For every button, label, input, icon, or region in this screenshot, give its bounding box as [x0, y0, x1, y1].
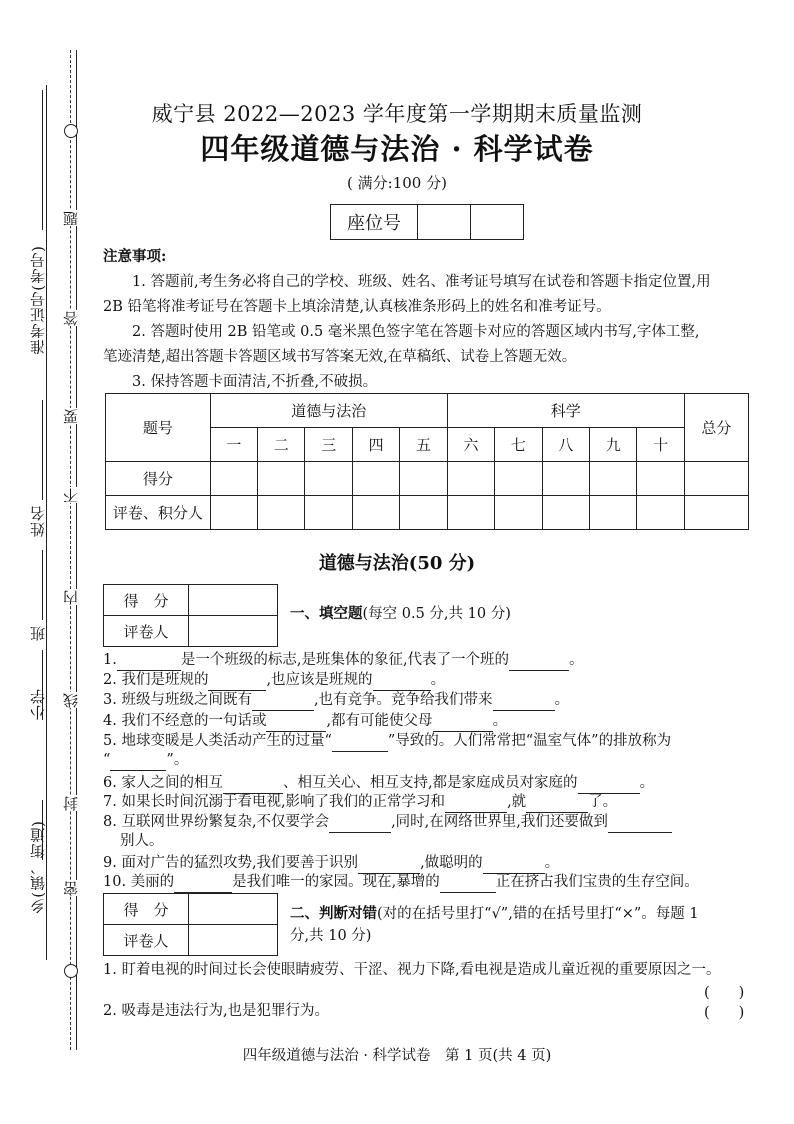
answer-blank[interactable]: [578, 773, 640, 794]
question-8: [103, 812, 753, 833]
answer-blank[interactable]: [373, 670, 431, 691]
grade-box-score-label: 得 分: [104, 585, 189, 616]
score-group-moral: 道德与法治: [210, 394, 447, 428]
part2-heading: [290, 903, 752, 947]
q-text: 。: [639, 775, 655, 791]
q-text: 。: [492, 713, 508, 729]
notes-item: 3. 保持答题卡面清洁,不折叠,不破损。: [132, 374, 378, 390]
score-cell[interactable]: [258, 462, 305, 496]
question-3: [103, 690, 753, 711]
q-text: ”。: [166, 752, 189, 768]
score-cell[interactable]: [447, 462, 494, 496]
question-6: [103, 773, 753, 794]
answer-blank[interactable]: [329, 812, 391, 833]
answer-blank[interactable]: [266, 711, 326, 732]
score-group-science: 科学: [447, 394, 684, 428]
grade-box-part2: [103, 893, 278, 956]
grade-box-part1: [103, 584, 278, 647]
grader-row-label: 评卷、积分人: [106, 496, 211, 530]
grade-box-score-cell[interactable]: [189, 894, 278, 925]
q-text: 2. 我们是班规的: [103, 672, 209, 688]
exam-title: 四年级道德与法治 · 科学试卷: [200, 132, 594, 166]
score-cell[interactable]: [495, 462, 542, 496]
tf-answer-paren-1[interactable]: ( ): [704, 985, 745, 1001]
tf-question-2: 2. 吸毒是违法行为,也是犯罪行为。: [103, 1003, 330, 1019]
notes-title: 注意事项:: [103, 248, 167, 265]
grade-box-grader-cell[interactable]: [189, 925, 278, 956]
score-total-header: 总分: [684, 394, 748, 462]
score-row-label: 得分: [106, 462, 211, 496]
q-text: 4. 我们不经意的一句话或: [103, 713, 267, 729]
question-number: 一: [210, 428, 257, 462]
grader-cell[interactable]: [258, 496, 305, 530]
seat-number-cell[interactable]: [418, 205, 471, 240]
score-cell[interactable]: [590, 462, 637, 496]
notes-item: 笔迹清楚,超出答题卡答题区域书写答案无效,在草稿纸、试卷上答题无效。: [103, 349, 577, 365]
q-text: 。: [554, 692, 570, 708]
school-label: 小学: [29, 688, 47, 720]
question-number: 八: [542, 428, 589, 462]
seal-char-7: 封: [62, 795, 80, 811]
grader-cell[interactable]: [637, 496, 684, 530]
question-2: [103, 670, 753, 691]
answer-blank[interactable]: [483, 853, 545, 874]
seat-number-label: 座位号: [331, 205, 418, 240]
q-text: 是一个班级的标志,是班集体的象征,代表了一个班的: [180, 652, 510, 668]
grader-cell[interactable]: [447, 496, 494, 530]
tf-answer-paren-2[interactable]: ( ): [704, 1005, 745, 1021]
question-number: 六: [447, 428, 494, 462]
answer-blank[interactable]: [493, 690, 555, 711]
grader-cell[interactable]: [495, 496, 542, 530]
q-text: ,都有可能使父母: [326, 713, 433, 729]
q-text: 正在挤占我们宝贵的生存空间。: [495, 874, 699, 890]
q-text: 了。: [588, 794, 618, 810]
name-label: 姓名: [29, 505, 47, 537]
notes-item: 1. 答题前,考生务必将自己的学校、班级、姓名、准考证号填写在试卷和答题卡指定位置,用: [132, 274, 711, 290]
question-9: [103, 853, 753, 874]
question-number: 二: [258, 428, 305, 462]
q-text: 9. 面对广告的猛烈攻势,我们要善于识别: [103, 855, 359, 871]
question-10: [103, 872, 753, 893]
q-text: 、相互关心、相互支持,都是家庭成员对家庭的: [282, 775, 578, 791]
score-cell[interactable]: [210, 462, 257, 496]
binding-hole-bottom: [64, 964, 78, 978]
q-text: 。: [569, 652, 584, 668]
q-text: 8. 互联网世界纷繁复杂,不仅要学会: [103, 814, 330, 830]
notes-item: 2. 答题时使用 2B 铅笔或 0.5 毫米黑色签字笔在答题卡对应的答题区域内书写,字体工整,: [132, 324, 700, 340]
q-text: 10. 美丽的: [103, 874, 175, 890]
seat-number-box: [330, 204, 524, 240]
q-text: ,也有竞争。竞争给我们带来: [313, 692, 493, 708]
score-cell[interactable]: [637, 462, 684, 496]
grade-box-grader-label: 评卷人: [104, 616, 189, 647]
seal-char-8: 密: [62, 880, 80, 896]
full-score: ( 满分:100 分): [347, 174, 447, 192]
answer-blank[interactable]: [358, 853, 420, 874]
part2-heading-detail: (对的在括号里打“√”,错的在括号里打“×”。每题 1: [377, 906, 699, 922]
seat-number-cell[interactable]: [471, 205, 524, 240]
grader-cell[interactable]: [542, 496, 589, 530]
seal-char-4: 不: [62, 487, 80, 503]
answer-blank[interactable]: [332, 731, 388, 752]
q-text: ”导致的。人们常常把“温室气体”的排放称为: [387, 733, 672, 749]
answer-blank[interactable]: [526, 792, 588, 813]
question-1: [103, 650, 753, 671]
question-5-cont: [103, 750, 753, 771]
score-cell[interactable]: [684, 462, 748, 496]
grader-cell[interactable]: [684, 496, 748, 530]
q-text: 6. 家人之间的相互: [103, 775, 223, 791]
grader-cell[interactable]: [400, 496, 447, 530]
q-text: 。: [430, 672, 446, 688]
seal-char-3: 要: [62, 408, 80, 424]
exam-subtitle: 威宁县 2022—2023 学年度第一学期期末质量监测: [151, 102, 643, 126]
answer-blank[interactable]: [252, 690, 314, 711]
grade-box-grader-cell[interactable]: [189, 616, 278, 647]
name-blank[interactable]: [42, 400, 43, 500]
question-7: [103, 792, 753, 813]
question-4: [103, 711, 753, 732]
score-cell[interactable]: [400, 462, 447, 496]
q-text: 7. 如果长时间沉溺于看电视,影响了我们的正常学习和: [103, 794, 446, 810]
answer-blank[interactable]: [110, 750, 166, 771]
score-cell[interactable]: [305, 462, 352, 496]
score-table-header: 题号: [106, 394, 211, 462]
answer-blank[interactable]: [440, 872, 496, 893]
part1-heading-title: 一、填空题: [290, 605, 363, 622]
page-footer: 四年级道德与法治 · 科学试卷 第 1 页(共 4 页): [242, 1048, 552, 1064]
part1-heading: [290, 603, 511, 625]
part1-heading-detail: (每空 0.5 分,共 10 分): [362, 606, 511, 622]
seal-char-1: 题: [62, 210, 80, 226]
score-cell[interactable]: [352, 462, 399, 496]
question-number: 四: [352, 428, 399, 462]
notes-section: [103, 246, 751, 393]
score-cell[interactable]: [542, 462, 589, 496]
answer-blank[interactable]: [433, 711, 493, 732]
answer-blank[interactable]: [608, 812, 672, 833]
answer-blank[interactable]: [117, 650, 181, 671]
grade-box-score-label: 得 分: [104, 894, 189, 925]
q-text: 5. 地球变暖是人类活动产生的过量“: [103, 733, 332, 749]
q-text: ,同时,在网络世界里,我们还要做到: [391, 814, 608, 830]
seal-char-5: 内: [62, 589, 80, 605]
answer-blank[interactable]: [509, 650, 569, 671]
q-text: “: [103, 752, 111, 768]
grader-cell[interactable]: [305, 496, 352, 530]
tf-question-1: 1. 盯着电视的时间过长会使眼睛疲劳、干涩、视力下降,看电视是造成儿童近视的重要原因之一。: [103, 962, 721, 978]
question-8-cont: [120, 831, 770, 851]
seal-char-6: 线: [62, 692, 80, 708]
q-text: ,也应该是班规的: [266, 672, 373, 688]
grader-cell[interactable]: [352, 496, 399, 530]
exam-number-label: 准考证号(考号): [29, 245, 47, 355]
answer-blank[interactable]: [208, 670, 266, 691]
grade-box-score-cell[interactable]: [189, 585, 278, 616]
q-text: 。: [544, 855, 560, 871]
seal-char-2: 答: [62, 310, 80, 326]
q-text: 是我们唯一的家园。现在,暴增的: [232, 874, 440, 890]
question-5: [103, 731, 753, 752]
town-label: 乡(镇、街道): [29, 820, 47, 914]
grade-box-grader-label: 评卷人: [104, 925, 189, 956]
grader-cell[interactable]: [590, 496, 637, 530]
question-number: 十: [637, 428, 684, 462]
answer-blank[interactable]: [174, 872, 232, 893]
notes-item: 2B 铅笔将准考证号在答题卡上填涂清楚,认真核准条形码上的姓名和准考证号。: [103, 299, 611, 315]
grader-cell[interactable]: [210, 496, 257, 530]
part2-heading-detail-2: 分,共 10 分): [290, 928, 372, 944]
q-text: 3. 班级与班级之间既有: [103, 692, 252, 708]
q-text: ,就: [507, 794, 527, 810]
answer-blank[interactable]: [223, 773, 283, 794]
score-table: [105, 393, 749, 530]
question-number: 三: [305, 428, 352, 462]
q-text: 别人。: [120, 833, 164, 849]
question-number: 五: [400, 428, 447, 462]
class-label: 班: [29, 625, 47, 641]
section-title-moral: 道德与法治(50 分): [318, 553, 476, 574]
q-text: 1.: [103, 652, 117, 668]
q-text: ,做聪明的: [420, 855, 483, 871]
answer-blank[interactable]: [445, 792, 507, 813]
part2-heading-title: 二、判断对错: [290, 905, 377, 922]
question-number: 九: [590, 428, 637, 462]
question-number: 七: [495, 428, 542, 462]
